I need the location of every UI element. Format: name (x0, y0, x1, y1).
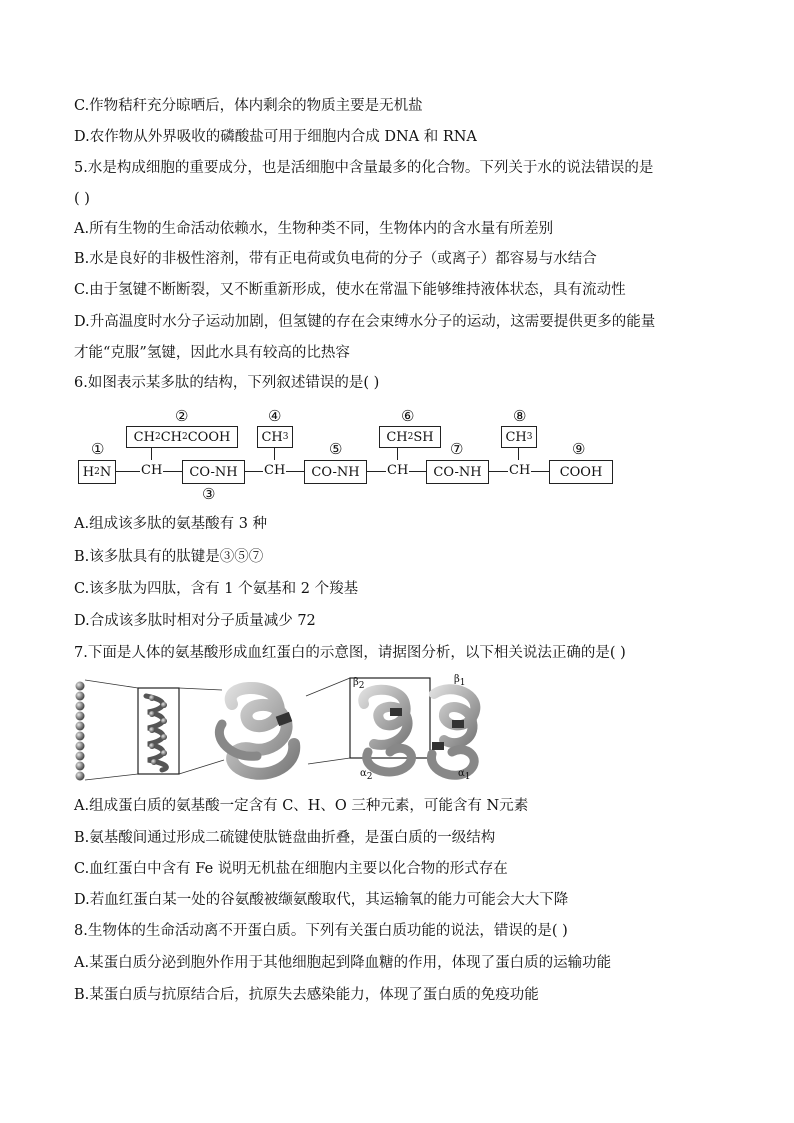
option-d-continued: 才能“克服”氢键，因此水具有较高的比热容 (74, 345, 350, 361)
label-2: ② (175, 407, 189, 425)
label-3: ③ (202, 485, 216, 503)
folded-subunit (219, 688, 294, 774)
r-group-box: CH 3 (501, 426, 537, 448)
alpha-carbon: CH (141, 463, 163, 478)
answer-bracket: ( ) (74, 191, 90, 207)
bond-line (151, 447, 152, 460)
option-d: D.合成该多肽时相对分子质量减少 72 (74, 613, 316, 629)
beta2-label: $\beta_2$ (353, 677, 365, 691)
option-b: B.氨基酸间通过形成二硫键使肽链盘曲折叠，是蛋白质的一级结构 (74, 830, 496, 846)
option-c: C.由于氢键不断断裂，又不断重新形成，使水在常温下能够维持液体状态，具有流动性 (74, 282, 626, 298)
bond-line (286, 471, 304, 472)
alpha-carbon: CH (509, 463, 531, 478)
text-line: D.农作物从外界吸收的磷酸盐可用于细胞内合成 DNA 和 RNA (74, 129, 477, 145)
question-7-stem: 7.下面是人体的氨基酸形成血红蛋白的示意图，请据图分析，以下相关说法正确的是( ) (74, 645, 626, 661)
question-8-stem: 8.生物体的生命活动离不开蛋白质。下列有关蛋白质功能的说法，错误的是( ) (74, 923, 568, 939)
question-5-stem: 5.水是构成细胞的重要成分，也是活细胞中含量最多的化合物。下列关于水的说法错误的是 (74, 160, 654, 176)
option-d: D.升高温度时水分子运动加剧，但氢键的存在会束缚水分子的运动，这需要提供更多的能量 (74, 314, 656, 330)
carboxyl-group-box: COOH (549, 460, 613, 484)
peptide-bond-box: CO-NH (426, 460, 489, 484)
r-group-box: CH 2 SH (379, 426, 441, 448)
label-4: ④ (268, 407, 282, 425)
option-d: D.若血红蛋白某一处的谷氨酸被缬氨酸取代，其运输氧的能力可能会大大下降 (74, 892, 569, 908)
amino-group-box: H 2 N (78, 460, 116, 484)
bond-line (397, 447, 398, 460)
hemoglobin-figure (72, 674, 492, 786)
option-b: B.某蛋白质与抗原结合后，抗原失去感染能力，体现了蛋白质的免疫功能 (74, 987, 539, 1003)
peptide-bond-box: CO-NH (182, 460, 245, 484)
alpha-carbon: CH (387, 463, 409, 478)
bond-line (115, 471, 140, 472)
option-b: B.该多肽具有的肽键是③⑤⑦ (74, 549, 264, 565)
bond-line (531, 471, 549, 472)
r-group-box: CH 2 CH 2 COOH (126, 426, 238, 448)
label-6: ⑥ (401, 407, 415, 425)
bond-line (244, 471, 263, 472)
alpha1-label: $\alpha_1$ (458, 768, 471, 782)
option-c: C.该多肽为四肽，含有 1 个氨基和 2 个羧基 (74, 581, 359, 597)
bond-line (488, 471, 508, 472)
alpha-carbon: CH (264, 463, 286, 478)
bond-line (409, 471, 426, 472)
question-6-stem: 6.如图表示某多肽的结构，下列叙述错误的是( ) (74, 375, 380, 391)
text-line: C.作物秸秆充分晾晒后，体内剩余的物质主要是无机盐 (74, 98, 423, 114)
bond-line (518, 447, 519, 460)
option-a: A.所有生物的生命活动依赖水，生物种类不同，生物体内的含水量有所差别 (74, 221, 554, 237)
alpha2-label: $\alpha_2$ (360, 768, 373, 782)
option-a: A.组成该多肽的氨基酸有 3 种 (74, 516, 268, 532)
amino-acid-chain (76, 682, 85, 781)
bond-line (274, 447, 275, 460)
bond-line (366, 471, 386, 472)
peptide-bond-box: CO-NH (304, 460, 367, 484)
label-5: ⑤ (329, 440, 343, 458)
beta1-label: $\beta_1$ (454, 674, 466, 688)
label-8: ⑧ (513, 407, 527, 425)
r-group-box: CH 3 (257, 426, 293, 448)
bond-line (163, 471, 182, 472)
label-9: ⑨ (572, 440, 586, 458)
label-7: ⑦ (450, 440, 464, 458)
option-a: A.某蛋白质分泌到胞外作用于其他细胞起到降血糖的作用，体现了蛋白质的运输功能 (74, 955, 612, 971)
option-b: B.水是良好的非极性溶剂，带有正电荷或负电荷的分子（或离子）都容易与水结合 (74, 251, 597, 267)
label-1: ① (91, 440, 105, 458)
option-c: C.血红蛋白中含有 Fe 说明无机盐在细胞内主要以化合物的形式存在 (74, 861, 508, 877)
option-a: A.组成蛋白质的氨基酸一定含有 C、H、O 三种元素，可能含有 N元素 (74, 798, 529, 814)
hemoglobin-illustration (72, 674, 492, 786)
